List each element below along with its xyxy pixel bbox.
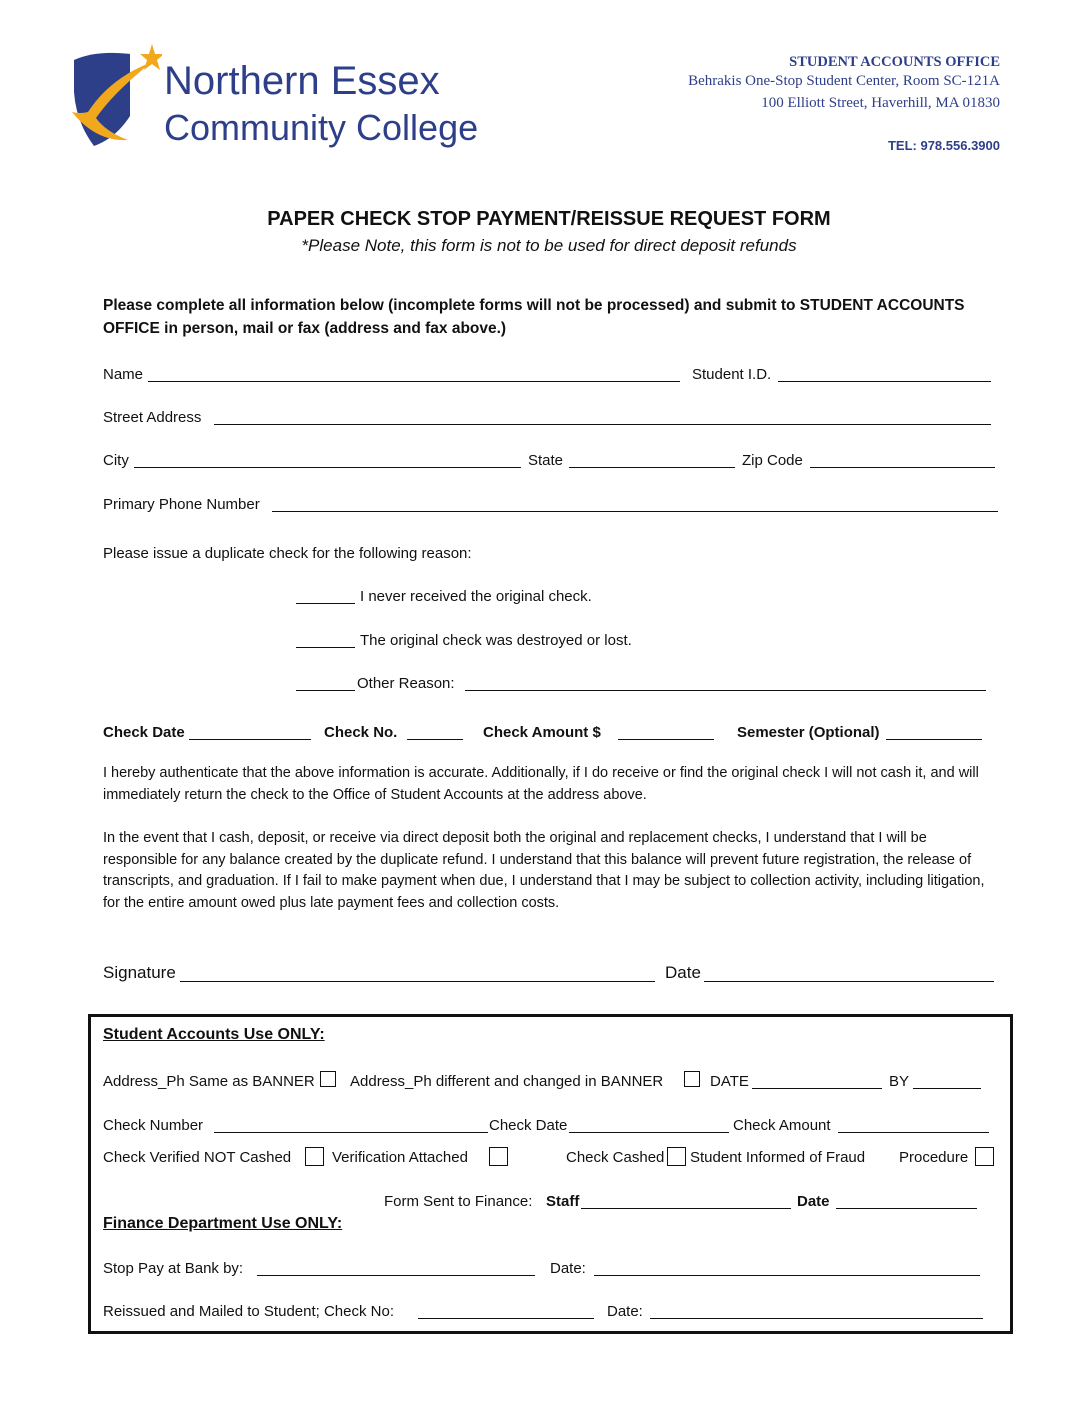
stop-pay-field[interactable] (257, 1275, 535, 1276)
form-note: *Please Note, this form is not to be used for direct deposit refunds (301, 236, 797, 255)
student-id-field[interactable] (778, 381, 991, 382)
signature-field[interactable] (180, 981, 655, 982)
student-informed-label: Student Informed of Fraud (690, 1149, 866, 1166)
address-changed-label: Address_Ph different and changed in BANNER (350, 1073, 664, 1090)
procedure-checkbox[interactable] (975, 1147, 994, 1166)
sa-check-amount-label: Check Amount (733, 1117, 831, 1134)
sa-by-label: BY (889, 1073, 910, 1090)
verified-not-cashed-label: Check Verified NOT Cashed (103, 1149, 292, 1166)
check-cashed-label: Check Cashed (566, 1149, 665, 1166)
office-name: STUDENT ACCOUNTS OFFICE (789, 54, 1000, 70)
office-street: 100 Elliott Street, Haverhill, MA 01830 (761, 95, 1000, 111)
procedure-label: Procedure (899, 1149, 969, 1166)
student-id-label: Student I.D. (692, 366, 772, 383)
sa-check-amount-field[interactable] (838, 1132, 989, 1133)
staff-field[interactable] (581, 1208, 791, 1209)
street-address-field[interactable] (214, 424, 991, 425)
stop-pay-date-label: Date: (550, 1260, 586, 1277)
semester-field[interactable] (886, 739, 982, 740)
name-label: Name (103, 366, 144, 383)
address-same-checkbox[interactable] (320, 1071, 336, 1087)
sa-date-field[interactable] (752, 1088, 882, 1089)
reason-destroyed-lost-blank[interactable] (296, 647, 355, 648)
office-use-box (88, 1014, 1013, 1334)
check-date-label: Check Date (103, 724, 185, 741)
reason-other-blank[interactable] (296, 690, 355, 691)
reason-never-received-label: I never received the original check. (360, 588, 592, 605)
zip-code-label: Zip Code (742, 452, 803, 469)
check-cashed-checkbox[interactable] (667, 1147, 686, 1166)
primary-phone-label: Primary Phone Number (103, 496, 260, 513)
college-name-line2: Community College (164, 107, 479, 148)
state-label: State (528, 452, 564, 469)
college-name-line1: Northern Essex (164, 59, 440, 103)
primary-phone-field[interactable] (272, 511, 998, 512)
form-sent-label: Form Sent to Finance: (384, 1193, 533, 1210)
signature-date-label: Date (665, 963, 701, 982)
form-sent-date-label: Date (797, 1193, 830, 1210)
sa-by-field[interactable] (913, 1088, 981, 1089)
reissued-date-label: Date: (607, 1303, 643, 1320)
sa-check-number-field[interactable] (214, 1132, 488, 1133)
form-title: PAPER CHECK STOP PAYMENT/REISSUE REQUEST FORM (267, 208, 831, 230)
office-telephone: TEL: 978.556.3900 (887, 138, 1000, 153)
form-sent-date-field[interactable] (836, 1208, 977, 1209)
reissued-date-field[interactable] (650, 1318, 983, 1319)
stop-pay-label: Stop Pay at Bank by: (103, 1260, 244, 1277)
state-field[interactable] (569, 467, 735, 468)
instructions: Please complete all information below (incomplete forms will not be processed) and submit to STUDENT ACCOUNTS OFFICE in person, mail or fax (address and fax above.) (103, 297, 965, 337)
city-field[interactable] (134, 467, 521, 468)
verified-not-cashed-checkbox[interactable] (305, 1147, 324, 1166)
finance-heading: Finance Department Use ONLY: (103, 1215, 343, 1232)
reason-prompt: Please issue a duplicate check for the following reason: (103, 545, 472, 562)
sa-check-number-label: Check Number (103, 1117, 204, 1134)
authentication-paragraph: I hereby authenticate that the above information is accurate. Additionally, if I do receive or find the original check I will not cash it, and will immediately return the check to the Office of Student Accounts at the address above. (103, 765, 979, 803)
reason-destroyed-lost-label: The original check was destroyed or lost. (360, 632, 632, 649)
zip-code-field[interactable] (810, 467, 995, 468)
city-label: City (103, 452, 129, 469)
verification-attached-checkbox[interactable] (489, 1147, 508, 1166)
check-amount-label: Check Amount $ (483, 724, 601, 741)
semester-label: Semester (Optional) (737, 724, 880, 741)
signature-label: Signature (103, 963, 176, 982)
liability-paragraph: In the event that I cash, deposit, or receive via direct deposit both the original and replacement checks, I understand that I will be responsible for any balance created by the duplicate refund. I understand that this balance will prevent future registration, the release of transcripts, and graduation. If I fail to make payment when due, I understand that I may be subject to collection activity, including litigation, for the entire amount owed plus late payment fees and collection costs. (103, 830, 985, 911)
reissued-label: Reissued and Mailed to Student; Check No: (103, 1303, 394, 1320)
staff-label: Staff (546, 1193, 580, 1210)
other-reason-field[interactable] (465, 690, 986, 691)
stop-pay-date-field[interactable] (594, 1275, 980, 1276)
check-no-field[interactable] (407, 739, 463, 740)
check-amount-field[interactable] (618, 739, 714, 740)
student-accounts-heading: Student Accounts Use ONLY: (103, 1026, 325, 1043)
address-same-label: Address_Ph Same as BANNER (103, 1073, 315, 1090)
check-no-label: Check No. (324, 724, 398, 741)
verification-attached-label: Verification Attached (332, 1149, 468, 1166)
college-logo-icon (66, 42, 162, 150)
check-date-field[interactable] (189, 739, 311, 740)
reason-never-received-blank[interactable] (296, 603, 355, 604)
reason-other-label: Other Reason: (357, 675, 455, 692)
sa-check-date-field[interactable] (569, 1132, 729, 1133)
sa-date-label: DATE (710, 1073, 749, 1090)
reissued-check-no-field[interactable] (418, 1318, 594, 1319)
name-field[interactable] (148, 381, 680, 382)
sa-check-date-label: Check Date (489, 1117, 568, 1134)
signature-date-field[interactable] (704, 981, 994, 982)
address-changed-checkbox[interactable] (684, 1071, 700, 1087)
street-address-label: Street Address (103, 409, 202, 426)
office-room: Behrakis One-Stop Student Center, Room SC-121A (688, 73, 1000, 89)
